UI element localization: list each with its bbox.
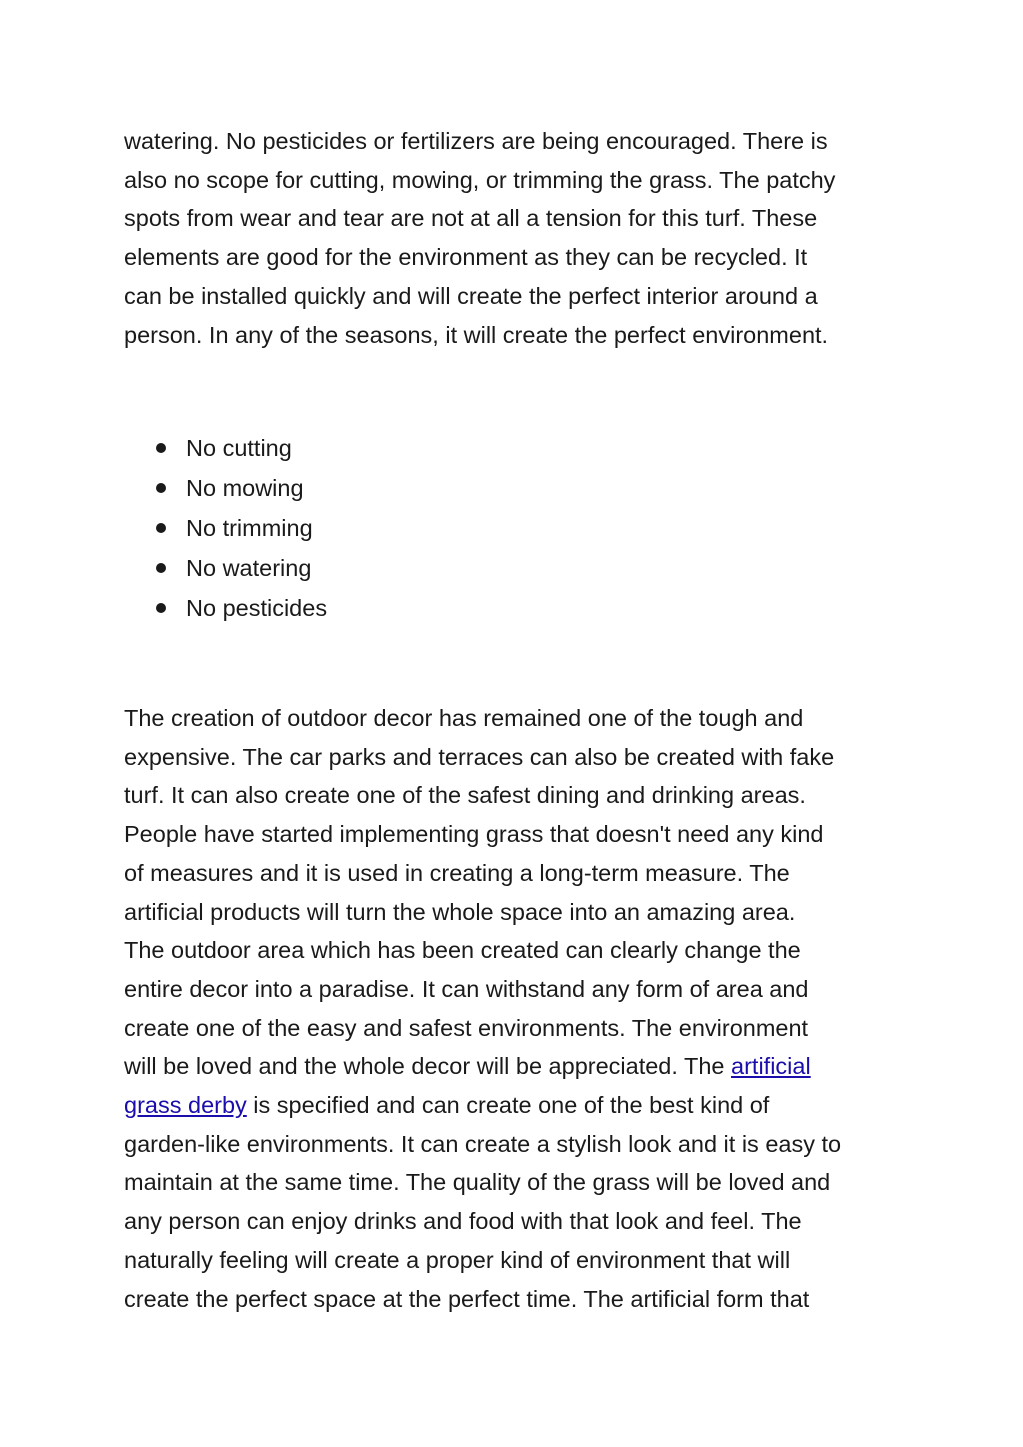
text-line: entire decor into a paradise. It can withstand any form of area and (124, 975, 809, 1002)
text-line: create one of the easy and safest environments. The environment (124, 1014, 809, 1041)
text-line (124, 1047, 896, 1086)
paragraph-outdoor-decor (124, 699, 896, 1318)
text-line: turf. It can also create one of the safest dining and drinking areas. (124, 782, 806, 809)
list-item-label: No pesticides (186, 595, 328, 621)
text-line: elements are good for the environment as they can be recycled. It (124, 244, 808, 271)
list-item-label: No cutting (186, 435, 292, 461)
list-item (155, 548, 327, 588)
text-line (124, 1086, 896, 1125)
list-item-label: No trimming (186, 515, 313, 541)
artificial-grass-derby-link[interactable]: artificial (731, 1053, 811, 1080)
text-line: garden-like environments. It can create a stylish look and it is easy to (124, 1130, 842, 1157)
list-item (155, 468, 327, 508)
bullet-icon (156, 603, 166, 613)
text-line: artificial products will turn the whole space into an amazing area. (124, 898, 796, 925)
text-line: People have started implementing grass that doesn't need any kind (124, 821, 824, 848)
bullet-icon (156, 443, 166, 453)
text-line: of measures and it is used in creating a long-term measure. The (124, 859, 790, 886)
artificial-grass-derby-link-continued[interactable]: grass derby (124, 1092, 247, 1119)
benefits-bullet-list (155, 428, 327, 628)
text-line: The outdoor area which has been created can clearly change the (124, 937, 801, 964)
text-line: person. In any of the seasons, it will create the perfect environment. (124, 321, 829, 348)
list-item-label: No mowing (186, 475, 304, 501)
text-line: can be installed quickly and will create the perfect interior around a (124, 282, 818, 309)
list-item (155, 588, 327, 628)
text-segment: will be loved and the whole decor will be appreciated. The (124, 1053, 732, 1080)
text-line: maintain at the same time. The quality of the grass will be loved and (124, 1169, 831, 1196)
paragraph-benefits (124, 122, 896, 354)
text-line: watering. No pesticides or fertilizers are being encouraged. There is (124, 128, 828, 154)
text-line: The creation of outdoor decor has remained one of the tough and (124, 705, 804, 731)
text-line: create the perfect space at the perfect time. The artificial form that (124, 1285, 810, 1312)
bullet-icon (156, 563, 166, 573)
text-segment: is specified and can create one of the best kind of (246, 1092, 770, 1119)
bullet-icon (156, 523, 166, 533)
list-item (155, 428, 327, 468)
text-line: any person can enjoy drinks and food with that look and feel. The (124, 1208, 802, 1235)
list-item-label: No watering (186, 555, 312, 581)
text-line: naturally feeling will create a proper kind of environment that will (124, 1246, 791, 1273)
list-item (155, 508, 327, 548)
text-line: also no scope for cutting, mowing, or trimming the grass. The patchy (124, 166, 836, 193)
text-line: expensive. The car parks and terraces can also be created with fake (124, 743, 835, 770)
text-line: spots from wear and tear are not at all a tension for this turf. These (124, 205, 818, 232)
bullet-icon (156, 483, 166, 493)
